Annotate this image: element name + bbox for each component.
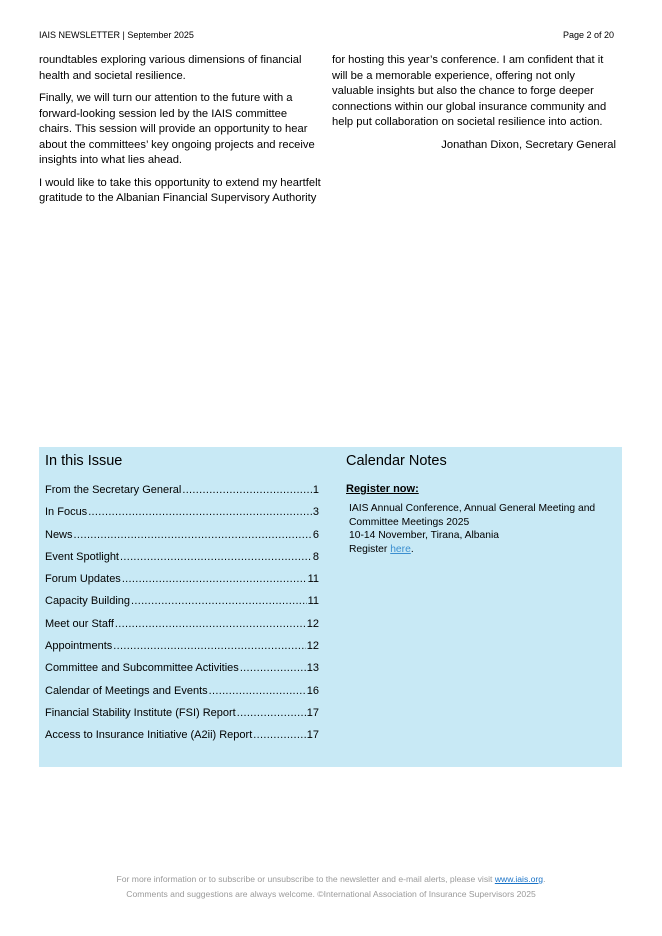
toc-item[interactable]: Committee and Subcommittee Activities ..... 13 bbox=[45, 661, 319, 683]
event-details bbox=[346, 502, 608, 556]
toc-item[interactable]: Meet our Staff ..... 12 bbox=[45, 617, 319, 639]
page-number: Page 2 of 20 bbox=[562, 30, 614, 40]
toc-item[interactable]: Capacity Building ..... 11 bbox=[45, 594, 319, 616]
body-column-left bbox=[39, 53, 323, 214]
info-panel bbox=[39, 447, 622, 767]
newsletter-header-title: IAIS NEWSLETTER | September 2025 bbox=[39, 30, 194, 40]
toc-item[interactable]: Access to Insurance Initiative (A2ii) Report ..... 17 bbox=[45, 728, 319, 750]
register-line: Register here. bbox=[349, 543, 414, 555]
body-column-right bbox=[332, 53, 616, 160]
toc-item[interactable]: Calendar of Meetings and Events ..... 16 bbox=[45, 684, 319, 706]
body-paragraph: roundtables exploring various dimensions of financial health and societal resilience. bbox=[39, 54, 302, 82]
calendar-notes-title: Calendar Notes bbox=[346, 453, 447, 469]
event-dates: 10-14 November, Tirana, Albania bbox=[349, 530, 499, 541]
iais-website-link[interactable]: www.iais.org bbox=[494, 874, 544, 884]
calendar-notes bbox=[346, 483, 608, 556]
toc-item[interactable]: Financial Stability Institute (FSI) Report ..... 17 bbox=[45, 706, 319, 728]
body-paragraph: I would like to take this opportunity to extend my heartfelt gratitude to the Albanian Financial Supervisory Authority bbox=[39, 176, 321, 204]
event-name: IAIS Annual Conference, Annual General Meeting and Committee Meetings 2025 bbox=[349, 503, 596, 528]
table-of-contents bbox=[45, 483, 319, 751]
body-paragraph: for hosting this year’s conference. I am confident that it will be a memorable experience, offering not only valuable insights but also the chance to forge deeper connections within our global insurance community and help put collaboration on societal resilience into action. bbox=[332, 54, 607, 128]
footer-copyright: Comments and suggestions are always welcome. ©International Association of Insurance Supervisors 2025 bbox=[126, 889, 536, 899]
register-link[interactable]: here bbox=[390, 543, 411, 555]
toc-item[interactable]: Forum Updates ..... 11 bbox=[45, 572, 319, 594]
toc-item[interactable]: From the Secretary General ..... 1 bbox=[45, 483, 319, 505]
in-this-issue-title: In this Issue bbox=[45, 453, 123, 469]
footer-info: For more information or to subscribe or unsubscribe to the newsletter and e-mail alerts, please visit www.iais.org. bbox=[116, 874, 546, 884]
body-paragraph: Finally, we will turn our attention to the future with a forward-looking session led by the IAIS committee chairs. This session will provide an opportunity to hear about the committees’ key ongoing projects and receive insights into what lies ahead. bbox=[39, 92, 315, 166]
toc-item[interactable]: Event Spotlight ..... 8 bbox=[45, 550, 319, 572]
signature: Jonathan Dixon, Secretary General bbox=[441, 138, 616, 151]
register-now-heading: Register now: bbox=[346, 483, 419, 495]
toc-item[interactable]: In Focus ..... 3 bbox=[45, 505, 319, 527]
toc-item[interactable]: News ..... 6 bbox=[45, 528, 319, 550]
toc-item[interactable]: Appointments ..... 12 bbox=[45, 639, 319, 661]
